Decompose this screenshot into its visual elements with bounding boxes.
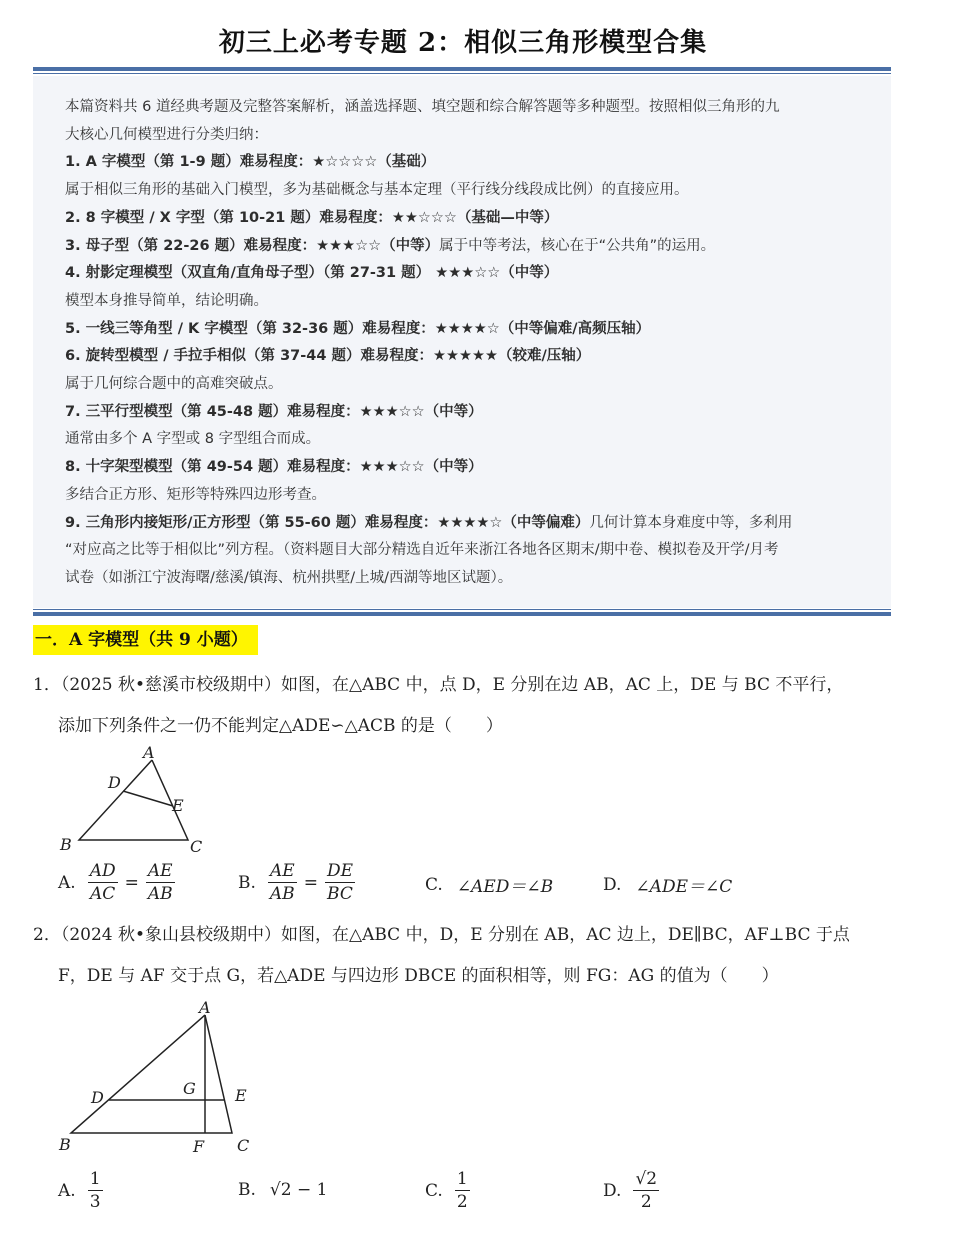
q2-option-a[interactable]: [58, 1168, 106, 1213]
model-7-heading: 7. 三平行型模型（第 45-48 题）难易程度：★★★☆☆（中等）: [65, 403, 483, 420]
q1-option-d-text: ∠ADE＝∠C: [635, 877, 733, 897]
q1-option-a[interactable]: [58, 860, 178, 905]
top-rule-thin: [33, 73, 891, 74]
q2-d-num: √2: [635, 1169, 658, 1189]
q2-stem-line2: F，DE 与 AF 交于点 G，若△ADE 与四边形 DBCE 的面积相等，则 FG：AG 的值为（ ）: [58, 966, 779, 986]
q2-figure: [55, 995, 265, 1160]
q1-a-num1: AD: [89, 861, 116, 881]
model-3-desc: 属于中等考法，核心在于“公共角”的运用。: [439, 237, 716, 254]
q1-a-den2: AB: [147, 884, 173, 904]
model-3-heading: 3. 母子型（第 22-26 题）难易程度：★★★☆☆（中等）: [65, 237, 440, 254]
model-7-desc: 通常由多个 A 字型或 8 字型组合而成。: [65, 431, 321, 448]
page-title: 初三上必考专题 2：相似三角形模型合集: [218, 28, 708, 58]
q1-option-d-label: D.: [603, 874, 622, 895]
q2-label-A: A: [199, 998, 211, 1017]
q2-option-c-label: C.: [425, 1180, 443, 1201]
q1-figure: [55, 740, 215, 858]
q1-option-a-label: A.: [58, 872, 76, 893]
model-9-heading: 9. 三角形内接矩形/正方形型（第 55-60 题）难易程度：★★★★☆（中等偏难）: [65, 514, 590, 531]
q2-option-d-label: D.: [603, 1180, 622, 1201]
bottom-rule-thin: [33, 609, 891, 610]
bottom-rule-thick: [33, 612, 891, 616]
q2-label-F: F: [193, 1137, 205, 1156]
q2-option-a-label: A.: [58, 1180, 76, 1201]
intro-p2c: 试卷（如浙江宁波海曙/慈溪/镇海、杭州拱墅/上城/西湖等地区试题）。: [65, 569, 513, 586]
q1-option-c-label: C.: [425, 874, 443, 895]
q1-option-b[interactable]: [238, 860, 358, 905]
q1-a-den1: AC: [90, 884, 116, 904]
q1-b-eq: =: [303, 872, 318, 893]
q2-d-den: 2: [640, 1192, 652, 1212]
q1-option-c-text: ∠AED＝∠B: [456, 877, 554, 897]
top-rule-thick: [33, 67, 891, 71]
q1-option-b-label: B.: [238, 872, 256, 893]
q2-option-b[interactable]: [238, 1180, 327, 1200]
q2-a-den: 3: [89, 1192, 101, 1212]
q2-label-D: D: [91, 1088, 104, 1107]
q2-a-num: 1: [89, 1169, 101, 1189]
q2-option-c[interactable]: [425, 1168, 473, 1213]
q1-label-E: E: [172, 796, 184, 815]
q2-option-b-label: B.: [238, 1180, 256, 1200]
q1-label-B: B: [60, 835, 72, 854]
q2-label-C: C: [237, 1136, 250, 1155]
q2-label-G: G: [183, 1079, 196, 1098]
q1-a-eq: =: [124, 872, 139, 893]
model-8-heading: 8. 十字架型模型（第 49-54 题）难易程度：★★★☆☆（中等）: [65, 459, 483, 476]
q2-c-den: 2: [456, 1192, 468, 1212]
model-1-desc: 属于相似三角形的基础入门模型，多为基础概念与基本定理（平行线分线段成比例）的直接应用。: [65, 182, 689, 199]
q1-a-num2: AE: [147, 861, 173, 881]
q1-stem-line1: 1．（2025 秋•慈溪市校级期中）如图，在△ABC 中，点 D，E 分别在边 AB，AC 上，DE 与 BC 不平行，: [33, 675, 844, 695]
q2-c-num: 1: [456, 1169, 468, 1189]
model-6-heading: 6. 旋转型模型 / 手拉手相似（第 37-44 题）难易程度：★★★★★（较难/压轴）: [65, 348, 591, 365]
model-2-heading: 2. 8 字模型 / X 字型（第 10-21 题）难易程度：★★☆☆☆（基础—中等）: [65, 209, 559, 226]
q2-label-E: E: [235, 1086, 247, 1105]
q1-b-den1: AB: [269, 884, 295, 904]
model-5-heading: 5. 一线三等角型 / K 字模型（第 32-36 题）难易程度：★★★★☆（中等偏难/高频压轴）: [65, 320, 651, 337]
q1-stem-line2: 添加下列条件之一仍不能判定△ADE∽△ACB 的是（ ）: [58, 716, 503, 736]
model-4-heading: 4. 射影定理模型（双直角/直角母子型）（第 27-31 题） ★★★☆☆（中等）: [65, 265, 559, 282]
intro-p2b: “对应高之比等于相似比”列方程。（资料题目大部分精选自近年来浙江各地各区期末/期中卷、模拟卷及开学/月考: [65, 542, 779, 559]
model-8-desc: 多结合正方形、矩形等特殊四边形考查。: [65, 486, 326, 503]
q1-option-d[interactable]: [603, 872, 732, 897]
model-6-desc: 属于几何综合题中的高难突破点。: [65, 376, 283, 393]
q1-label-A: A: [143, 743, 155, 762]
q2-label-B: B: [59, 1135, 71, 1154]
q1-b-num2: DE: [326, 861, 353, 881]
intro-text: [65, 94, 865, 593]
q1-b-num1: AE: [269, 861, 295, 881]
model-4-desc: 模型本身推导简单，结论明确。: [65, 292, 268, 309]
intro-p1a: 本篇资料共 6 道经典考题及完整答案解析，涵盖选择题、填空题和综合解答题等多种题型。按照相似三角形的九: [65, 99, 780, 115]
q1-option-c[interactable]: [425, 872, 553, 897]
q2-stem-line1: 2．（2024 秋•象山县校级期中）如图，在△ABC 中，D，E 分别在 AB，AC 边上，DE∥BC，AF⊥BC 于点: [33, 925, 850, 945]
intro-p1b: 大核心几何模型进行分类归纳：: [65, 126, 268, 143]
q2-option-d[interactable]: [603, 1168, 662, 1213]
intro-box: [33, 76, 891, 608]
section-heading: 一．A 字模型（共 9 小题）: [33, 625, 258, 655]
q2-option-b-text: √2 − 1: [269, 1180, 328, 1200]
q1-label-D: D: [108, 773, 121, 792]
q1-b-den2: BC: [327, 884, 353, 904]
q1-label-C: C: [190, 837, 203, 856]
model-1-heading: 1. A 字模型（第 1-9 题）难易程度：★☆☆☆☆（基础）: [65, 154, 436, 171]
model-9-desc: 几何计算本身难度中等，多利用: [589, 514, 793, 531]
